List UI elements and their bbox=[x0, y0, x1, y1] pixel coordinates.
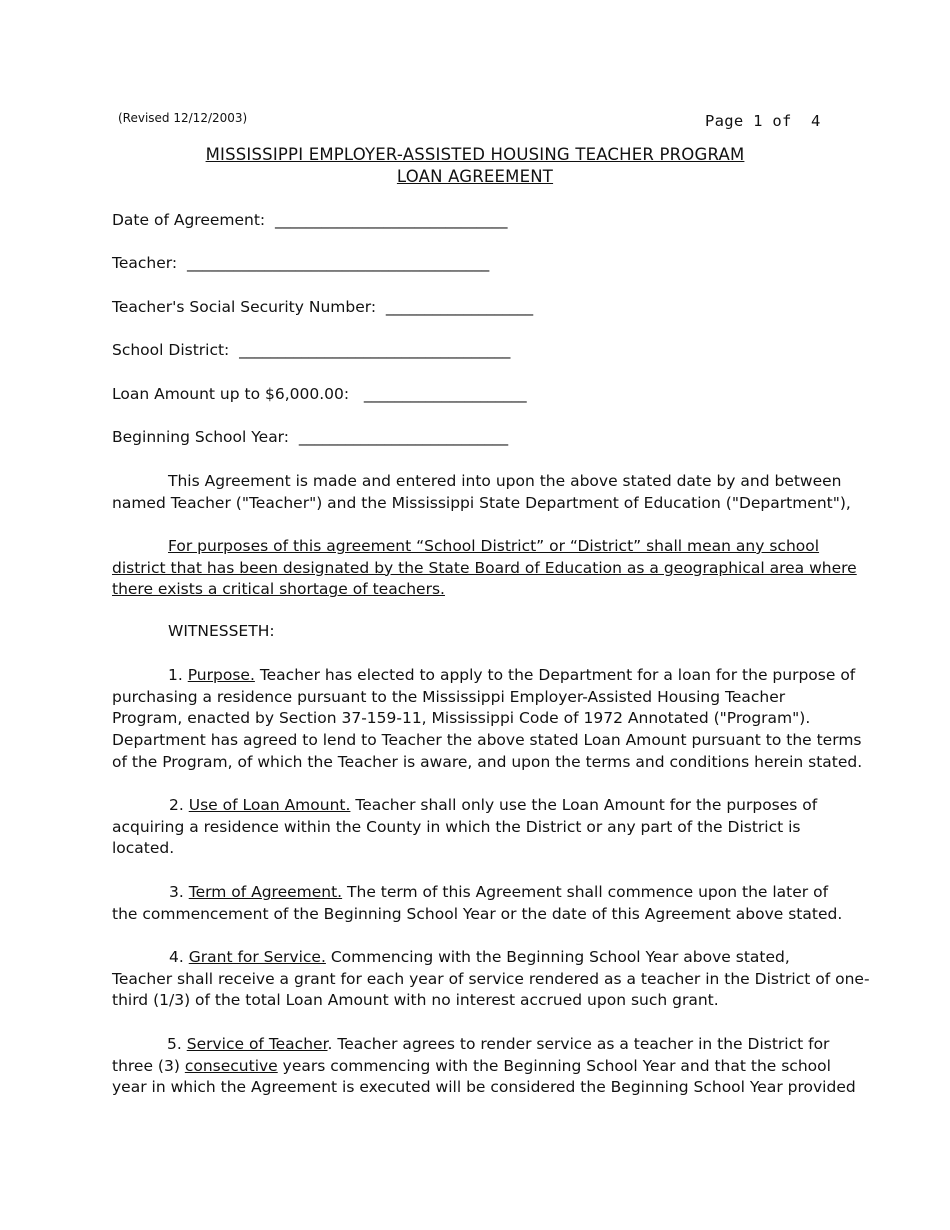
field-label: Teacher: bbox=[112, 254, 178, 272]
definition-line: there exists a critical shortage of teachers. bbox=[112, 580, 445, 599]
intro-line: This Agreement is made and entered into upon the above stated date by and between bbox=[168, 472, 842, 490]
document-title-line-1: MISSISSIPPI EMPLOYER-ASSISTED HOUSING TEACHER PROGRAM bbox=[205, 145, 745, 164]
field-ssn bbox=[112, 298, 533, 316]
field-blank: ___________________________________ bbox=[239, 341, 511, 359]
section-2: 2. Use of Loan Amount. Teacher shall only use the Loan Amount for the purposes of acquiring a residence within the County in which the District or any part of the District is located. bbox=[112, 796, 818, 858]
section-number: 2. bbox=[169, 796, 184, 814]
section-number: 1. bbox=[168, 666, 183, 684]
section-number: 4. bbox=[169, 948, 184, 966]
witnesseth-heading: WITNESSETH: bbox=[168, 622, 275, 640]
document-title-line-2: LOAN AGREEMENT bbox=[396, 167, 554, 186]
field-date-of-agreement bbox=[112, 211, 508, 229]
field-label: Date of Agreement: bbox=[112, 211, 266, 229]
intro-paragraph bbox=[112, 471, 851, 514]
section-number: 3. bbox=[169, 883, 184, 901]
field-label: Teacher's Social Security Number: bbox=[112, 298, 377, 316]
field-label: Loan Amount up to $6,000.00: bbox=[112, 385, 350, 403]
section-heading: Service of Teacher bbox=[186, 1035, 328, 1053]
section-3: 3. Term of Agreement. The term of this Agreement shall commence upon the later of the commencement of the Beginning School Year or the date of this Agreement above stated. bbox=[112, 883, 843, 923]
section-heading: Grant for Service. bbox=[188, 948, 326, 966]
field-blank: ___________________________ bbox=[298, 428, 509, 446]
consecutive-underlined: consecutive bbox=[184, 1056, 278, 1075]
revision-date: (Revised 12/12/2003) bbox=[118, 111, 248, 125]
section-heading: Use of Loan Amount. bbox=[188, 796, 351, 814]
field-blank: _______________________________________ bbox=[186, 254, 490, 272]
definition-line: district that has been designated by the State Board of Education as a geographical area where bbox=[112, 558, 857, 577]
field-loan-amount bbox=[112, 385, 527, 403]
field-label: Beginning School Year: bbox=[112, 428, 290, 446]
intro-line: named Teacher ("Teacher") and the Mississippi State Department of Education ("Department"), bbox=[112, 493, 851, 512]
section-number: 5. bbox=[167, 1035, 182, 1053]
field-label: School District: bbox=[112, 341, 230, 359]
section-1: 1. Purpose. Teacher has elected to apply to the Department for a loan for the purpose of purchasing a residence pursuant to the Mississippi Employer-Assisted Housing Teacher Program, enacted by Section 37-159-11, Mississippi Code of 1972 Annotated ("Program"). Department has agreed to lend to Teacher the above stated Loan Amount pursuant to the terms of the Program, of which the Teacher is aware, and upon the terms and conditions herein stated. bbox=[112, 666, 863, 771]
field-beginning-school-year bbox=[112, 428, 508, 446]
definition-line: For purposes of this agreement “School District” or “District” shall mean any school bbox=[168, 537, 820, 555]
section-5: 5. Service of Teacher. Teacher agrees to render service as a teacher in the District for three (3) consecutive years commencing with the Beginning School Year and that the school year in which the Agreement is executed will be considered the Beginning School Year provided bbox=[112, 1035, 856, 1097]
field-blank: ______________________________ bbox=[275, 211, 508, 229]
section-4: 4. Grant for Service. Commencing with the Beginning School Year above stated, Teacher shall receive a grant for each year of service rendered as a teacher in the District of one- third (1/3) of the total Loan Amount with no interest accrued upon such grant. bbox=[112, 948, 870, 1010]
section-heading: Purpose. bbox=[187, 666, 255, 684]
field-school-district bbox=[112, 341, 510, 359]
field-teacher bbox=[112, 254, 489, 272]
section-heading: Term of Agreement. bbox=[188, 883, 343, 901]
definition-paragraph bbox=[112, 536, 857, 601]
page-number: Page 1 of 4 bbox=[705, 112, 821, 130]
field-blank: _____________________ bbox=[363, 385, 527, 403]
field-blank: ___________________ bbox=[385, 298, 534, 316]
